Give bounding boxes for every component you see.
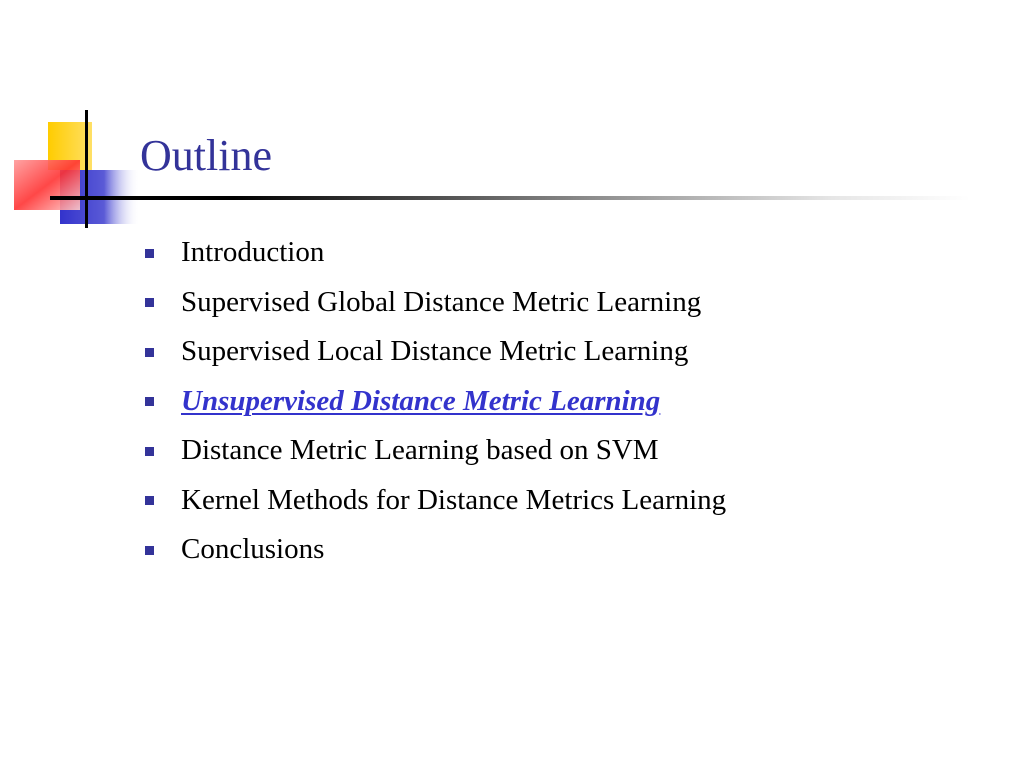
square-bullet-icon [145,348,154,357]
outline-item-introduction [140,228,726,278]
square-bullet-icon [145,496,154,505]
square-bullet-icon [145,249,154,258]
outline-item-text: Introduction [181,236,325,268]
outline-item-supervised-global [140,278,726,328]
title-divider [50,196,970,200]
ornament-vertical-line [85,110,88,228]
outline-list [140,228,726,575]
square-bullet-icon [145,546,154,555]
square-bullet-icon [145,447,154,456]
outline-item-text: Distance Metric Learning based on SVM [181,434,659,466]
outline-item-text: Conclusions [181,533,325,565]
slide-corner-ornament [0,100,150,230]
outline-item-svm [140,426,726,476]
outline-item-text: Supervised Local Distance Metric Learning [181,335,689,367]
outline-item-unsupervised [140,377,726,427]
ornament-red-square [14,160,80,210]
square-bullet-icon [145,397,154,406]
square-bullet-icon [145,298,154,307]
outline-item-text: Kernel Methods for Distance Metrics Learning [181,483,727,516]
outline-item-text: Supervised Global Distance Metric Learning [181,285,702,318]
slide-title: Outline [140,131,272,180]
outline-item-conclusions [140,525,726,575]
outline-item-kernel-methods [140,476,726,526]
outline-item-link-unsupervised[interactable]: Unsupervised Distance Metric Learning [181,384,661,417]
outline-item-supervised-local [140,327,726,377]
